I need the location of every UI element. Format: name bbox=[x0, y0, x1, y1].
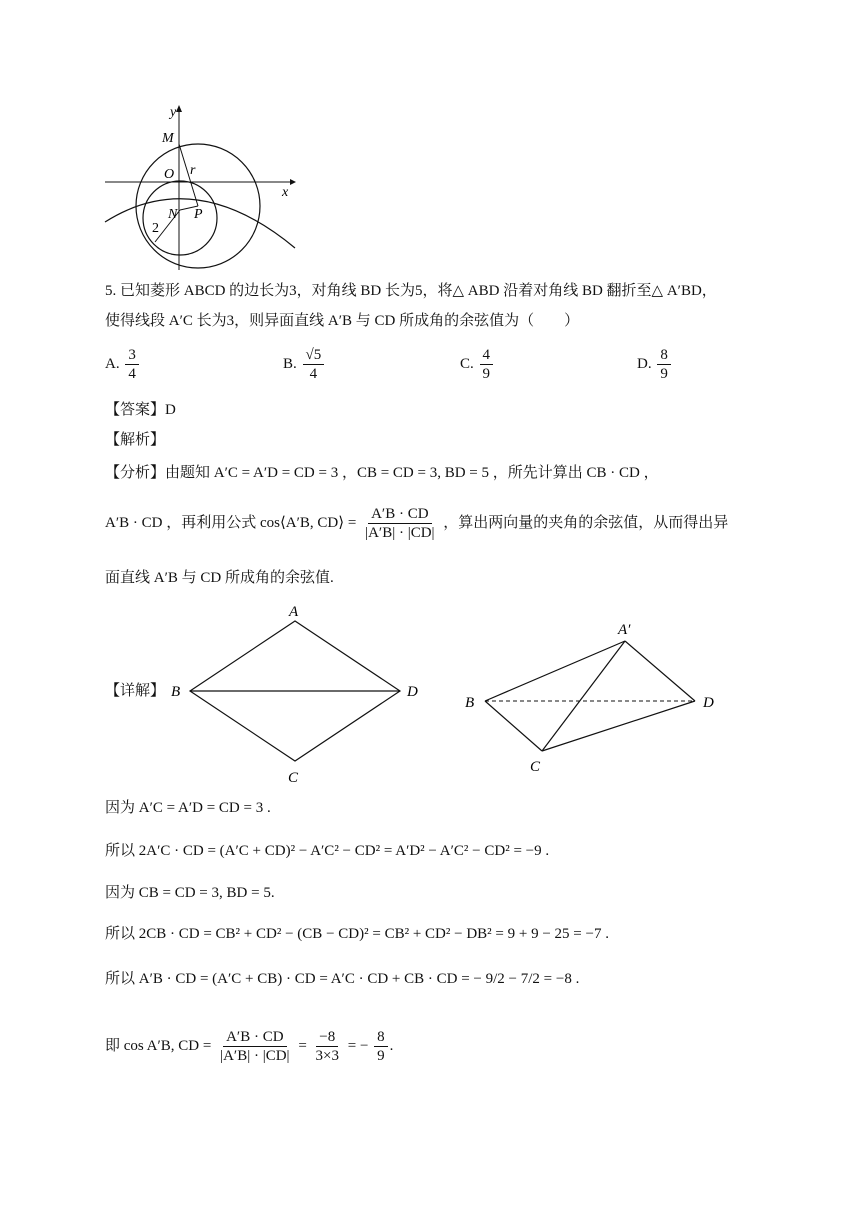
label-y: y bbox=[170, 105, 177, 120]
label-D: D bbox=[407, 684, 418, 700]
option-d bbox=[637, 346, 673, 383]
option-letter: B. bbox=[283, 355, 297, 372]
option-letter: C. bbox=[460, 355, 474, 372]
option-a bbox=[105, 346, 141, 383]
edge-BC bbox=[485, 701, 542, 751]
option-fraction: $\frac{8}{9}$ bbox=[657, 346, 671, 383]
label-P: P bbox=[194, 207, 203, 222]
edge-BA bbox=[485, 641, 625, 701]
fenxi-line-3: 面直线 A′B 与 CD 所成角的余弦值. bbox=[105, 570, 334, 586]
fenxi-line-1: 【分析】由题知 A′C = A′D = CD = 3 ，CB = CD = 3, BD = 5 ，所先计算出 CB · CD ， bbox=[105, 465, 659, 481]
period: . bbox=[389, 1037, 394, 1054]
label-x: x bbox=[282, 185, 289, 200]
label-D: D bbox=[703, 695, 714, 711]
label-N: N bbox=[168, 207, 178, 222]
final-fraction-2: $\frac{-8}{3\times 3}$ bbox=[315, 1029, 339, 1064]
fenxi-line-2 bbox=[105, 505, 728, 542]
label-A-prime: A′ bbox=[618, 622, 631, 638]
label-C: C bbox=[530, 759, 541, 775]
final-fraction-3: $\frac{8}{9}$ bbox=[374, 1028, 388, 1065]
circle-diagram bbox=[100, 100, 300, 275]
step-5: 所以 A′B · CD = (A′C + CB) · CD = A′C · CD + CB · CD = − 9/2 − 7/2 = −8 . bbox=[105, 971, 580, 987]
x-axis-arrow bbox=[290, 179, 296, 185]
label-r: r bbox=[190, 163, 196, 178]
folded-diagram bbox=[460, 615, 725, 780]
fenxi-formula-fraction: $\frac{A'B \cdot CD}{|A'B| \cdot |CD|}$ bbox=[365, 506, 435, 541]
fenxi-formula-right: ，算出两向量的夹角的余弦值，从而得出异 bbox=[443, 514, 729, 531]
label-C: C bbox=[288, 770, 299, 786]
small-circle bbox=[143, 181, 217, 255]
answer-line: 【答案】D bbox=[105, 402, 176, 418]
analysis-heading: 【解析】 bbox=[105, 432, 166, 448]
label-B: B bbox=[171, 684, 181, 700]
step-4: 所以 2CB · CD = CB² + CD² − (CB − CD)² = CB² + CD² − DB² = 9 + 9 − 25 = −7 . bbox=[105, 926, 609, 942]
option-c bbox=[460, 346, 495, 383]
equals-sign: = bbox=[298, 1037, 307, 1054]
option-b bbox=[283, 346, 326, 383]
edge-CD bbox=[542, 701, 695, 751]
rhombus-diagram bbox=[165, 600, 430, 790]
xiangjie-label: 【详解】 bbox=[105, 683, 166, 699]
label-M: M bbox=[162, 131, 174, 146]
final-fraction-1: $\frac{A'B \cdot CD}{|A'B| \cdot |CD|}$ bbox=[220, 1029, 290, 1064]
step-2: 所以 2A′C · CD = (A′C + CD)² − A′C² − CD² = A′D² − A′C² − CD² = −9 . bbox=[105, 843, 550, 859]
label-B: B bbox=[465, 695, 475, 711]
option-fraction: $\frac{4}{9}$ bbox=[480, 346, 494, 383]
edge-AD bbox=[625, 641, 695, 701]
equals-minus: = − bbox=[347, 1037, 369, 1054]
step-3: 因为 CB = CD = 3, BD = 5. bbox=[105, 885, 275, 901]
option-letter: D. bbox=[637, 355, 652, 372]
option-fraction: $\frac{3}{4}$ bbox=[125, 346, 139, 383]
final-line bbox=[105, 1028, 393, 1065]
question-line-1: 5. 已知菱形 ABCD 的边长为3，对角线 BD 长为5，将△ ABD 沿着对角线 BD 翻折至△ A′BD， bbox=[105, 283, 717, 299]
edge-AC bbox=[542, 641, 625, 751]
step-1: 因为 A′C = A′D = CD = 3 . bbox=[105, 800, 271, 816]
option-fraction: $\frac{√5}{4}$ bbox=[303, 346, 325, 383]
final-prefix: 即 cos A′B, CD = bbox=[105, 1037, 212, 1054]
label-2: 2 bbox=[152, 221, 159, 236]
y-axis-arrow bbox=[176, 105, 182, 112]
label-O: O bbox=[164, 167, 175, 182]
label-A: A bbox=[289, 604, 299, 620]
fenxi-formula-left: A′B · CD ，再利用公式 cos⟨A′B, CD⟩ = bbox=[105, 514, 357, 531]
option-letter: A. bbox=[105, 355, 120, 372]
question-line-2: 使得线段 A′C 长为3，则异面直线 A′B 与 CD 所成角的余弦值为（ ） bbox=[105, 313, 580, 329]
